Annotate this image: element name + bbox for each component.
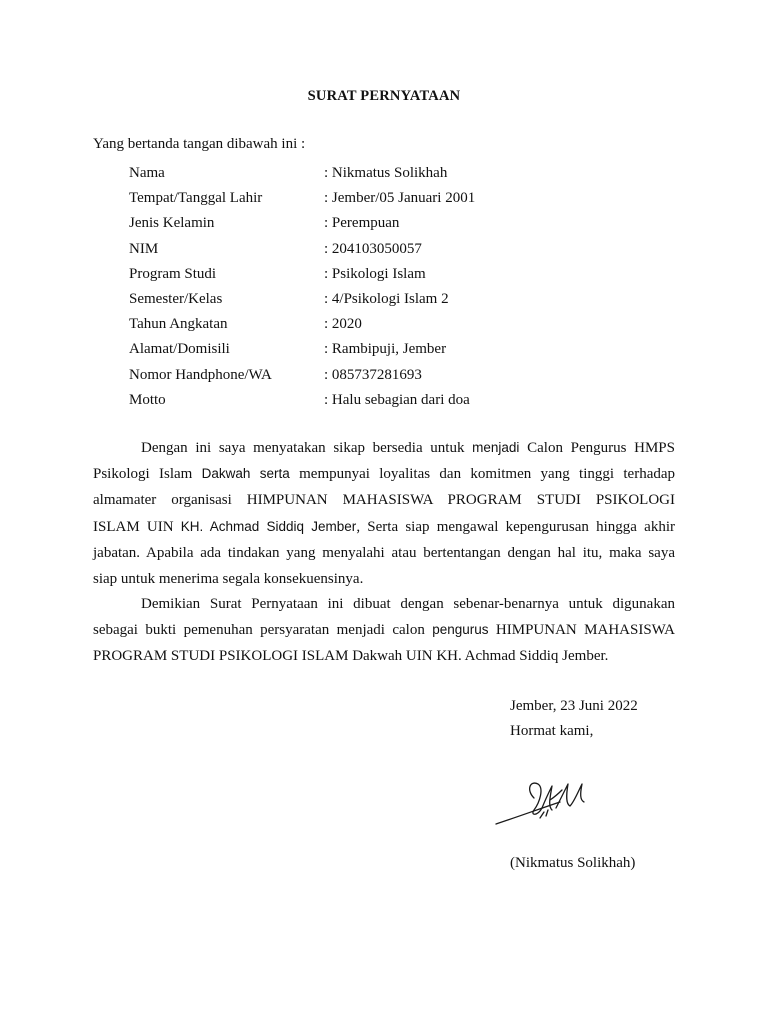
- field-value: : Psikologi Islam: [324, 265, 426, 282]
- field-value: : Jember/05 Januari 2001: [324, 190, 476, 207]
- regards-text: Hormat kami,: [510, 723, 594, 739]
- paragraph-line: [93, 514, 675, 540]
- field-value: : 4/Psikologi Islam 2: [324, 290, 449, 307]
- text-run: , Serta siap mengawal kepengurusan hingga akhir: [356, 518, 675, 535]
- field-label: NIM: [129, 240, 159, 257]
- field-label: Alamat/Domisili: [129, 341, 230, 358]
- field-row: [129, 337, 549, 362]
- statement-paragraph: [93, 435, 675, 592]
- text-run: mempunyai loyalitas dan komitmen yang tinggi terhadap: [289, 466, 676, 483]
- paragraph-line: almamater organisasi HIMPUNAN MAHASISWA PROGRAM STUDI PSIKOLOGI: [93, 492, 675, 509]
- field-value: : Halu sebagian dari doa: [324, 391, 470, 408]
- field-value: : Rambipuji, Jember: [324, 341, 447, 358]
- paragraph-line: PROGRAM STUDI PSIKOLOGI ISLAM Dakwah UIN KH. Achmad Siddiq Jember.: [93, 648, 609, 665]
- text-run: Calon Pengurus HMPS: [519, 440, 675, 456]
- field-row: [129, 237, 549, 262]
- field-label: Jenis Kelamin: [129, 215, 215, 232]
- identity-fields: [129, 161, 549, 413]
- field-row: [129, 262, 549, 287]
- field-label: Nama: [129, 165, 165, 181]
- text-run: ISLAM UIN: [93, 518, 181, 535]
- paragraph-line: siap untuk menerima segala konsekuensinya.: [93, 571, 364, 588]
- signature-image: [490, 772, 600, 832]
- field-row: [129, 312, 549, 337]
- signer-name: (Nikmatus Solikhah): [510, 855, 636, 871]
- field-label: Motto: [129, 391, 166, 408]
- text-run: Dengan ini saya menyatakan sikap bersedia untuk: [141, 440, 473, 456]
- text-run: Dakwah serta: [201, 466, 290, 482]
- field-row: [129, 211, 549, 236]
- field-row: [129, 388, 549, 413]
- document-title: SURAT PERNYATAAN: [307, 88, 461, 104]
- closing-block: [510, 694, 638, 744]
- paragraph-line: [93, 617, 675, 643]
- field-label: Semester/Kelas: [129, 290, 223, 307]
- place-date: Jember, 23 Juni 2022: [510, 698, 638, 714]
- paragraph-line: Demikian Surat Pernyataan ini dibuat dengan sebenar-benarnya untuk digunakan: [141, 596, 675, 612]
- text-run: Psikologi Islam: [93, 466, 202, 483]
- text-run: sebagai bukti pemenuhan persyaratan menjadi calon: [93, 622, 433, 639]
- text-run: KH. Achmad Siddiq Jember: [180, 518, 357, 534]
- field-value: : 204103050057: [324, 240, 422, 257]
- intro-text: Yang bertanda tangan dibawah ini :: [93, 136, 306, 152]
- field-value: : 085737281693: [324, 366, 422, 383]
- field-value: : Nikmatus Solikhah: [324, 165, 448, 181]
- field-row: [129, 186, 549, 211]
- field-label: Tahun Angkatan: [129, 316, 228, 333]
- field-row: [129, 161, 549, 186]
- field-value: : Perempuan: [324, 215, 400, 232]
- field-label: Nomor Handphone/WA: [129, 366, 272, 383]
- field-label: Program Studi: [129, 265, 217, 282]
- text-run: HIMPUNAN MAHASISWA: [488, 622, 675, 639]
- field-value: : 2020: [324, 316, 362, 333]
- paragraph-line: [93, 461, 675, 487]
- closing-paragraph: [93, 591, 675, 670]
- field-label: Tempat/Tanggal Lahir: [129, 190, 263, 207]
- text-run: pengurus: [432, 622, 489, 638]
- field-row: [129, 363, 549, 388]
- paragraph-line: jabatan. Apabila ada tindakan yang menyalahi atau bertentangan dengan hal itu, maka saya: [93, 544, 675, 561]
- paragraph-line: [93, 435, 675, 461]
- field-row: [129, 287, 549, 312]
- text-run: menjadi: [472, 440, 520, 455]
